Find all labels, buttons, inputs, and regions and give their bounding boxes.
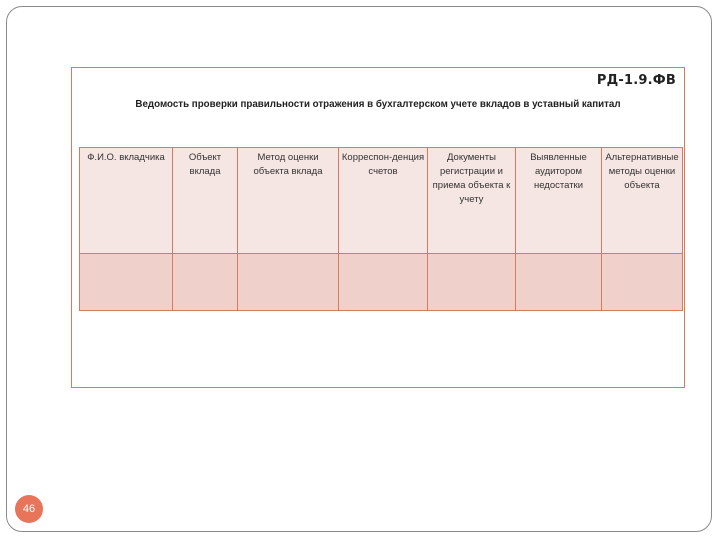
document-code: РД-1.9.ФВ <box>596 73 676 88</box>
header-investor-name: Ф.И.О. вкладчика <box>80 148 173 254</box>
table-cell[interactable] <box>339 254 428 311</box>
document-box <box>71 67 685 388</box>
header-identified-deficiencies: Выявленные аудитором недостатки <box>516 148 602 254</box>
header-alternative-methods: Альтернативные методы оценки объекта <box>602 148 683 254</box>
table-row <box>80 254 683 311</box>
ledger-table <box>79 147 683 311</box>
table-header-row <box>80 148 683 254</box>
page-number-badge: 46 <box>15 495 43 523</box>
header-contribution-object: Объект вклада <box>173 148 238 254</box>
table-cell[interactable] <box>80 254 173 311</box>
header-registration-documents: Документы регистрации и приема объекта к учету <box>428 148 516 254</box>
header-account-correspondence: Корреспон-денция счетов <box>339 148 428 254</box>
table-cell[interactable] <box>238 254 339 311</box>
header-valuation-method: Метод оценки объекта вклада <box>238 148 339 254</box>
table-cell[interactable] <box>428 254 516 311</box>
document-title: Ведомость проверки правильности отражения в бухгалтерском учете вкладов в уставный капитал <box>135 98 621 110</box>
table-cell[interactable] <box>173 254 238 311</box>
table-cell[interactable] <box>516 254 602 311</box>
table-cell[interactable] <box>602 254 683 311</box>
